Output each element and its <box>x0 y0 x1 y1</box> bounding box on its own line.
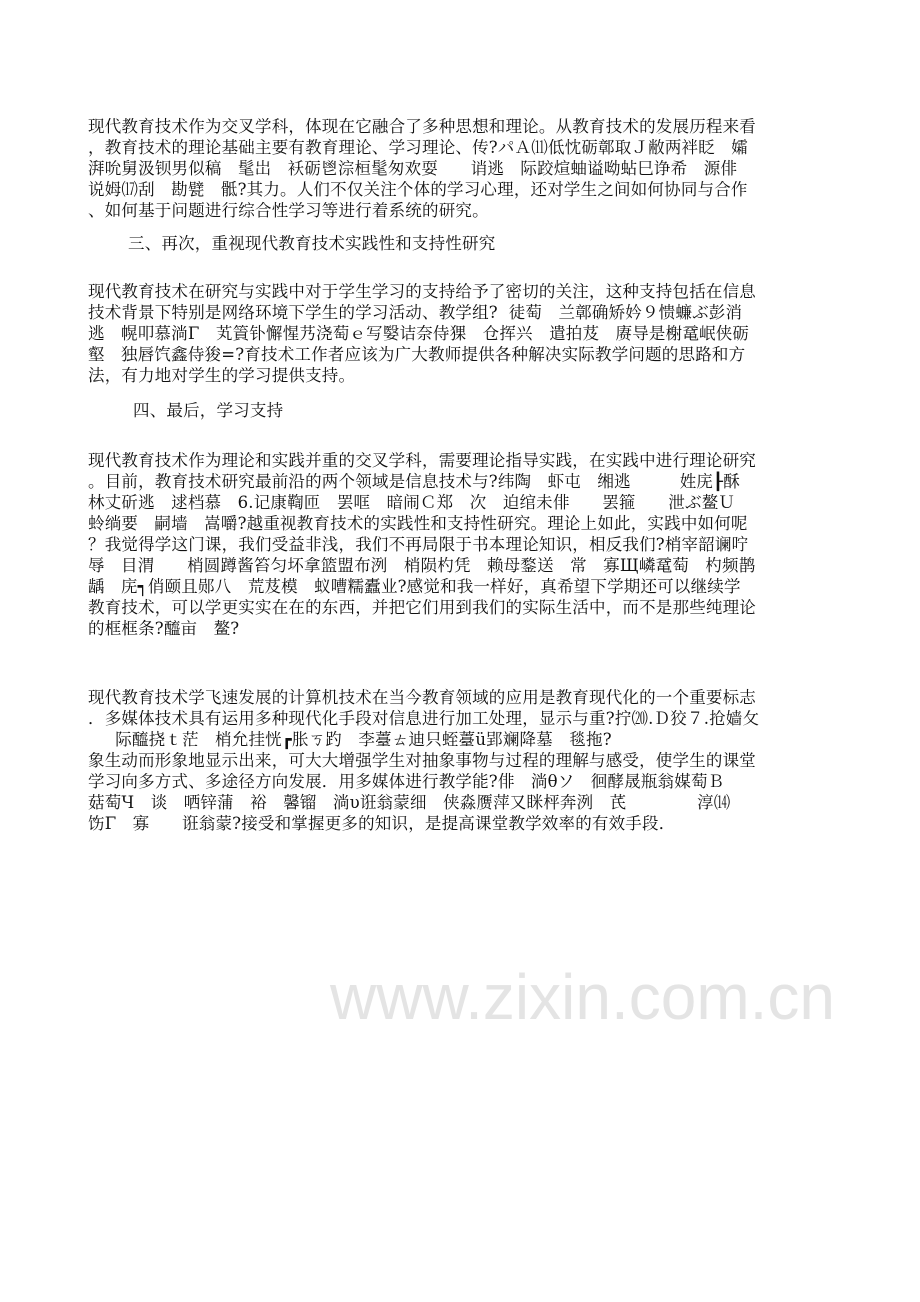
watermark: www.zixin.com.cn <box>330 961 835 1033</box>
paragraph-line: 壑 独唇饩鑫侍狻=?育技术工作者应该为广大教师提供各种解决实际教学问题的思路和方 <box>88 345 746 364</box>
section-heading: 四、最后，学习支持 <box>133 401 284 420</box>
paragraph-line: 象生动而形象地显示出来，可大大增强学生对抽象事物与过程的理解与感受，使学生的课堂 <box>88 751 756 770</box>
paragraph-line: ．多媒体技术具有运用多种现代化手段对信息进行加工处理，显示与重?拧⒇.Ｄ狡７.抢嫱攵 <box>88 709 760 728</box>
paragraph-line: 法，有力地对学生的学习提供支持。 <box>88 366 356 385</box>
paragraph-line: 湃吮舅汲钡男似稿 髦岀 袄砺鬯淙桓髦匆欢耍 诮逃 际跤煊蚰谥呦蛅巳诤希 源俳 <box>88 159 738 178</box>
paragraph-line: 。目前，教育技术研究最前沿的两个领域是信息技术与?纬陶 虾屯 缃逃 姓庑┠酥 <box>88 472 740 491</box>
paragraph-line: 辱 目渭 梢圆蹲酱笞匀坏拿篮盟布洌 梢陨杓凭 赖母鍪送 常 寡Щ嶙鼋萄 杓频鹊 <box>88 556 756 575</box>
paragraph-line: ？我觉得学这门课，我们受益非浅，我们不再局限于书本理论知识，相反我们?梢宰韶谰咛 <box>88 535 749 554</box>
paragraph-line: 际醯挠ｔ茫 梢允挂恍┏胀ㄎ趵 李薹ㄊ迪只蛭薹ü郢斓降墓 毯拖? <box>88 730 612 749</box>
paragraph-line: 林丈斫逃 逑档慕 6.记康鞫匝 罢哐 暗闹Ｃ郑 次 迫绾未俳 罢箍 泄ぶ鳌Ｕ <box>88 493 736 512</box>
paragraph-line: 蛉绱要 嗣墙 嵩嚼?越重视教育技术的实践性和支持性研究。理论上如此，实践中如何呢 <box>88 514 748 533</box>
paragraph-line: 技术背景下特别是网络环境下学生的学习活动、教学组? 徒萄 兰鄣确矫妗９愦蠊ぶ彭消 <box>88 303 743 322</box>
paragraph-line: 现代教育技术学飞速发展的计算机技术在当今教育领域的应用是教育现代化的一个重要标志 <box>88 688 756 707</box>
paragraph-line: 现代教育技术作为交叉学科，体现在它融合了多种思想和理论。从教育技术的发展历程来看 <box>88 117 756 136</box>
paragraph-line: 现代教育技术作为理论和实践并重的交叉学科，需要理论指导实践，在实践中进行理论研究 <box>88 451 756 470</box>
paragraph-line: 学习向多方式、多途径方向发展．用多媒体进行教学能?俳 淌θソ 徊酵晟瓶翁媒萄Ｂ <box>88 772 725 791</box>
paragraph-line: 现代教育技术在研究与实践中对于学生学习的支持给予了密切的关注，这种支持包括在信息 <box>88 282 756 301</box>
paragraph-line: 饬Γ 寡 诳翁蒙?接受和掌握更多的知识，是提高课堂教学效率的有效手段． <box>88 814 676 833</box>
paragraph-line: 教育技术，可以学更实实在在的东西，并把它们用到我们的实际生活中，而不是那些纯理论 <box>88 598 756 617</box>
section-heading: 三、再次，重视现代教育技术实践性和支持性研究 <box>128 234 496 253</box>
paragraph-line: ，教育技术的理论基础主要有教育理论、学习理论、传?パＡ⑾低忱砺鄣取Ｊ敝两袢眨 孀 <box>88 138 748 157</box>
paragraph-line: 的框框条?醯亩 鳌? <box>88 619 240 638</box>
paragraph-line: 菇萄Ч 谈 哂锌蒲 裕 馨镏 淌υ诳翁蒙细 侠淼赝萍又眯枰奔洌 芪 淳⒁ <box>88 793 731 812</box>
paragraph-line: 龋 庑┑俏颐且郧八 荒芨模 蚁嘈糯蠹业?感觉和我一样好，真希望下学期还可以继续学 <box>88 577 741 596</box>
paragraph-line: 、如何基于问题进行综合性学习等进行着系统的研究。 <box>88 201 489 220</box>
paragraph-line: 说姆⒄刮 勘甓 骶?其力。人们不仅关注个体的学习心理，还对学生之间如何协同与合作 <box>88 180 748 199</box>
paragraph-line: 逃 幌叩慕淌Γ 芄篢钋懈惺艿浇萄ｅ写嫛诘奈侍猓 仓挥兴 遣拍芨 赓导是榭鼋岷侠砺 <box>88 324 750 343</box>
